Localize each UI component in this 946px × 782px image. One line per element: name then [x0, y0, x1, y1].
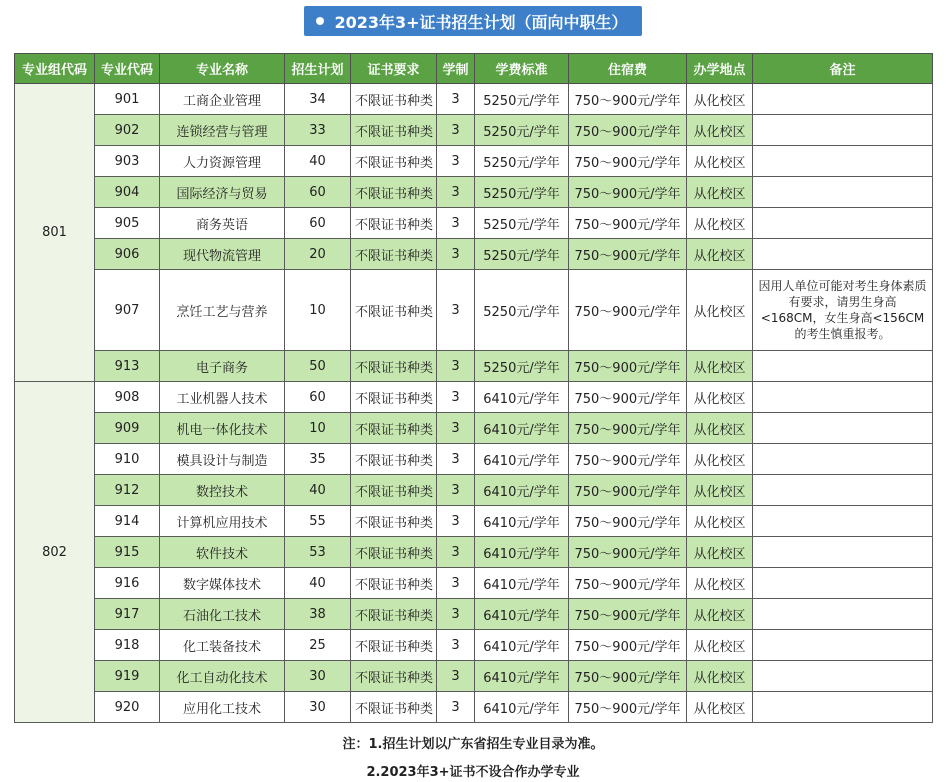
campus-cell: 从化校区	[687, 413, 753, 444]
tuition-cell: 5250元/学年	[475, 84, 569, 115]
major-code-cell: 914	[95, 506, 160, 537]
column-header: 专业组代码	[15, 54, 95, 84]
campus-cell: 从化校区	[687, 208, 753, 239]
cert-requirement-cell: 不限证书种类	[351, 146, 437, 177]
campus-cell: 从化校区	[687, 506, 753, 537]
major-code-cell: 918	[95, 630, 160, 661]
column-header: 证书要求	[351, 54, 437, 84]
dorm-fee-cell: 750～900元/学年	[569, 239, 687, 270]
remark-cell	[753, 177, 933, 208]
table-row	[15, 84, 933, 115]
tuition-cell: 5250元/学年	[475, 270, 569, 351]
bullet-dot-icon	[316, 17, 324, 25]
dorm-fee-cell: 750～900元/学年	[569, 599, 687, 630]
remark-cell	[753, 475, 933, 506]
major-code-cell: 901	[95, 84, 160, 115]
plan-count-cell: 50	[285, 351, 351, 382]
column-header: 学费标准	[475, 54, 569, 84]
major-name-cell: 工业机器人技术	[160, 382, 285, 413]
table-row	[15, 568, 933, 599]
remark-cell	[753, 692, 933, 723]
study-years-cell: 3	[437, 177, 475, 208]
cert-requirement-cell: 不限证书种类	[351, 208, 437, 239]
study-years-cell: 3	[437, 537, 475, 568]
plan-count-cell: 30	[285, 692, 351, 723]
dorm-fee-cell: 750～900元/学年	[569, 444, 687, 475]
cert-requirement-cell: 不限证书种类	[351, 661, 437, 692]
group-code-cell: 801	[15, 84, 95, 382]
major-name-cell: 工商企业管理	[160, 84, 285, 115]
dorm-fee-cell: 750～900元/学年	[569, 115, 687, 146]
tuition-cell: 6410元/学年	[475, 568, 569, 599]
plan-count-cell: 40	[285, 568, 351, 599]
remark-cell	[753, 444, 933, 475]
cert-requirement-cell: 不限证书种类	[351, 177, 437, 208]
major-name-cell: 电子商务	[160, 351, 285, 382]
campus-cell: 从化校区	[687, 568, 753, 599]
major-name-cell: 商务英语	[160, 208, 285, 239]
table-row	[15, 537, 933, 568]
major-name-cell: 烹饪工艺与营养	[160, 270, 285, 351]
campus-cell: 从化校区	[687, 146, 753, 177]
major-name-cell: 机电一体化技术	[160, 413, 285, 444]
plan-count-cell: 30	[285, 661, 351, 692]
plan-count-cell: 38	[285, 599, 351, 630]
dorm-fee-cell: 750～900元/学年	[569, 177, 687, 208]
remark-cell	[753, 208, 933, 239]
plan-count-cell: 60	[285, 208, 351, 239]
table-row	[15, 475, 933, 506]
major-name-cell: 人力资源管理	[160, 146, 285, 177]
column-header: 招生计划	[285, 54, 351, 84]
major-code-cell: 919	[95, 661, 160, 692]
plan-count-cell: 55	[285, 506, 351, 537]
table-row	[15, 661, 933, 692]
table-row	[15, 630, 933, 661]
table-row	[15, 444, 933, 475]
campus-cell: 从化校区	[687, 351, 753, 382]
cert-requirement-cell: 不限证书种类	[351, 599, 437, 630]
campus-cell: 从化校区	[687, 475, 753, 506]
major-name-cell: 模具设计与制造	[160, 444, 285, 475]
tuition-cell: 5250元/学年	[475, 146, 569, 177]
tuition-cell: 5250元/学年	[475, 115, 569, 146]
study-years-cell: 3	[437, 599, 475, 630]
footnote-line: 2.2023年3+证书不设合作办学专业	[366, 765, 580, 780]
plan-count-cell: 25	[285, 630, 351, 661]
table-header-row	[15, 54, 933, 84]
cert-requirement-cell: 不限证书种类	[351, 630, 437, 661]
major-name-cell: 数控技术	[160, 475, 285, 506]
cert-requirement-cell: 不限证书种类	[351, 475, 437, 506]
major-code-cell: 917	[95, 599, 160, 630]
study-years-cell: 3	[437, 568, 475, 599]
major-name-cell: 应用化工技术	[160, 692, 285, 723]
cert-requirement-cell: 不限证书种类	[351, 568, 437, 599]
dorm-fee-cell: 750～900元/学年	[569, 382, 687, 413]
campus-cell: 从化校区	[687, 444, 753, 475]
major-code-cell: 909	[95, 413, 160, 444]
cert-requirement-cell: 不限证书种类	[351, 692, 437, 723]
major-name-cell: 计算机应用技术	[160, 506, 285, 537]
remark-cell	[753, 84, 933, 115]
table-row	[15, 413, 933, 444]
remark-cell: 因用人单位可能对考生身体素质有要求，请男生身高<168CM，女生身高<156CM的考生慎重报考。	[753, 270, 933, 351]
dorm-fee-cell: 750～900元/学年	[569, 568, 687, 599]
tuition-cell: 6410元/学年	[475, 506, 569, 537]
remark-cell	[753, 115, 933, 146]
remark-cell	[753, 382, 933, 413]
campus-cell: 从化校区	[687, 661, 753, 692]
table-row	[15, 115, 933, 146]
plan-count-cell: 40	[285, 475, 351, 506]
dorm-fee-cell: 750～900元/学年	[569, 506, 687, 537]
study-years-cell: 3	[437, 692, 475, 723]
tuition-cell: 5250元/学年	[475, 239, 569, 270]
remark-cell	[753, 506, 933, 537]
cert-requirement-cell: 不限证书种类	[351, 413, 437, 444]
table-row	[15, 239, 933, 270]
remark-cell	[753, 351, 933, 382]
remark-cell	[753, 146, 933, 177]
campus-cell: 从化校区	[687, 84, 753, 115]
dorm-fee-cell: 750～900元/学年	[569, 270, 687, 351]
cert-requirement-cell: 不限证书种类	[351, 115, 437, 146]
major-code-cell: 913	[95, 351, 160, 382]
enrollment-plan-table	[14, 53, 933, 723]
major-name-cell: 连锁经营与管理	[160, 115, 285, 146]
plan-count-cell: 40	[285, 146, 351, 177]
major-name-cell: 软件技术	[160, 537, 285, 568]
major-name-cell: 数字媒体技术	[160, 568, 285, 599]
column-header: 学制	[437, 54, 475, 84]
tuition-cell: 5250元/学年	[475, 208, 569, 239]
remark-cell	[753, 413, 933, 444]
dorm-fee-cell: 750～900元/学年	[569, 351, 687, 382]
cert-requirement-cell: 不限证书种类	[351, 84, 437, 115]
tuition-cell: 5250元/学年	[475, 177, 569, 208]
tuition-cell: 6410元/学年	[475, 444, 569, 475]
study-years-cell: 3	[437, 506, 475, 537]
major-name-cell: 化工装备技术	[160, 630, 285, 661]
plan-count-cell: 10	[285, 270, 351, 351]
study-years-cell: 3	[437, 630, 475, 661]
plan-count-cell: 33	[285, 115, 351, 146]
study-years-cell: 3	[437, 208, 475, 239]
study-years-cell: 3	[437, 239, 475, 270]
campus-cell: 从化校区	[687, 692, 753, 723]
table-row	[15, 177, 933, 208]
major-code-cell: 920	[95, 692, 160, 723]
table-row	[15, 692, 933, 723]
campus-cell: 从化校区	[687, 270, 753, 351]
major-code-cell: 912	[95, 475, 160, 506]
dorm-fee-cell: 750～900元/学年	[569, 146, 687, 177]
dorm-fee-cell: 750～900元/学年	[569, 84, 687, 115]
major-code-cell: 905	[95, 208, 160, 239]
column-header: 专业代码	[95, 54, 160, 84]
cert-requirement-cell: 不限证书种类	[351, 382, 437, 413]
remark-cell	[753, 599, 933, 630]
cert-requirement-cell: 不限证书种类	[351, 239, 437, 270]
cert-requirement-cell: 不限证书种类	[351, 270, 437, 351]
tuition-cell: 6410元/学年	[475, 413, 569, 444]
remark-cell	[753, 568, 933, 599]
plan-count-cell: 35	[285, 444, 351, 475]
plan-count-cell: 20	[285, 239, 351, 270]
plan-count-cell: 10	[285, 413, 351, 444]
study-years-cell: 3	[437, 475, 475, 506]
tuition-cell: 6410元/学年	[475, 537, 569, 568]
dorm-fee-cell: 750～900元/学年	[569, 413, 687, 444]
study-years-cell: 3	[437, 270, 475, 351]
remark-cell	[753, 661, 933, 692]
study-years-cell: 3	[437, 351, 475, 382]
tuition-cell: 6410元/学年	[475, 692, 569, 723]
table-row	[15, 382, 933, 413]
dorm-fee-cell: 750～900元/学年	[569, 692, 687, 723]
study-years-cell: 3	[437, 382, 475, 413]
major-name-cell: 化工自动化技术	[160, 661, 285, 692]
campus-cell: 从化校区	[687, 239, 753, 270]
table-row	[15, 506, 933, 537]
dorm-fee-cell: 750～900元/学年	[569, 208, 687, 239]
tuition-cell: 6410元/学年	[475, 382, 569, 413]
table-row	[15, 208, 933, 239]
campus-cell: 从化校区	[687, 537, 753, 568]
group-code-cell: 802	[15, 382, 95, 723]
major-name-cell: 石油化工技术	[160, 599, 285, 630]
column-header: 住宿费	[569, 54, 687, 84]
tuition-cell: 6410元/学年	[475, 475, 569, 506]
study-years-cell: 3	[437, 84, 475, 115]
major-code-cell: 906	[95, 239, 160, 270]
major-name-cell: 国际经济与贸易	[160, 177, 285, 208]
table-row	[15, 270, 933, 351]
column-header: 专业名称	[160, 54, 285, 84]
page-title-text: 2023年3+证书招生计划（面向中职生）	[334, 12, 628, 32]
major-code-cell: 903	[95, 146, 160, 177]
campus-cell: 从化校区	[687, 177, 753, 208]
major-code-cell: 907	[95, 270, 160, 351]
study-years-cell: 3	[437, 444, 475, 475]
footnote-line: 注：1.招生计划以广东省招生专业目录为准。	[342, 737, 604, 752]
dorm-fee-cell: 750～900元/学年	[569, 537, 687, 568]
plan-count-cell: 53	[285, 537, 351, 568]
cert-requirement-cell: 不限证书种类	[351, 506, 437, 537]
campus-cell: 从化校区	[687, 115, 753, 146]
major-code-cell: 915	[95, 537, 160, 568]
major-code-cell: 916	[95, 568, 160, 599]
tuition-cell: 5250元/学年	[475, 351, 569, 382]
column-header: 办学地点	[687, 54, 753, 84]
remark-cell	[753, 239, 933, 270]
column-header: 备注	[753, 54, 933, 84]
campus-cell: 从化校区	[687, 630, 753, 661]
plan-count-cell: 60	[285, 382, 351, 413]
dorm-fee-cell: 750～900元/学年	[569, 630, 687, 661]
major-code-cell: 910	[95, 444, 160, 475]
campus-cell: 从化校区	[687, 382, 753, 413]
tuition-cell: 6410元/学年	[475, 630, 569, 661]
table-row	[15, 351, 933, 382]
major-code-cell: 904	[95, 177, 160, 208]
study-years-cell: 3	[437, 146, 475, 177]
plan-count-cell: 60	[285, 177, 351, 208]
major-code-cell: 908	[95, 382, 160, 413]
dorm-fee-cell: 750～900元/学年	[569, 661, 687, 692]
study-years-cell: 3	[437, 413, 475, 444]
tuition-cell: 6410元/学年	[475, 661, 569, 692]
campus-cell: 从化校区	[687, 599, 753, 630]
study-years-cell: 3	[437, 115, 475, 146]
plan-count-cell: 34	[285, 84, 351, 115]
table-row	[15, 146, 933, 177]
study-years-cell: 3	[437, 661, 475, 692]
table-row	[15, 599, 933, 630]
remark-cell	[753, 537, 933, 568]
cert-requirement-cell: 不限证书种类	[351, 444, 437, 475]
cert-requirement-cell: 不限证书种类	[351, 351, 437, 382]
page-title	[304, 6, 641, 36]
tuition-cell: 6410元/学年	[475, 599, 569, 630]
major-code-cell: 902	[95, 115, 160, 146]
major-name-cell: 现代物流管理	[160, 239, 285, 270]
cert-requirement-cell: 不限证书种类	[351, 537, 437, 568]
dorm-fee-cell: 750～900元/学年	[569, 475, 687, 506]
remark-cell	[753, 630, 933, 661]
